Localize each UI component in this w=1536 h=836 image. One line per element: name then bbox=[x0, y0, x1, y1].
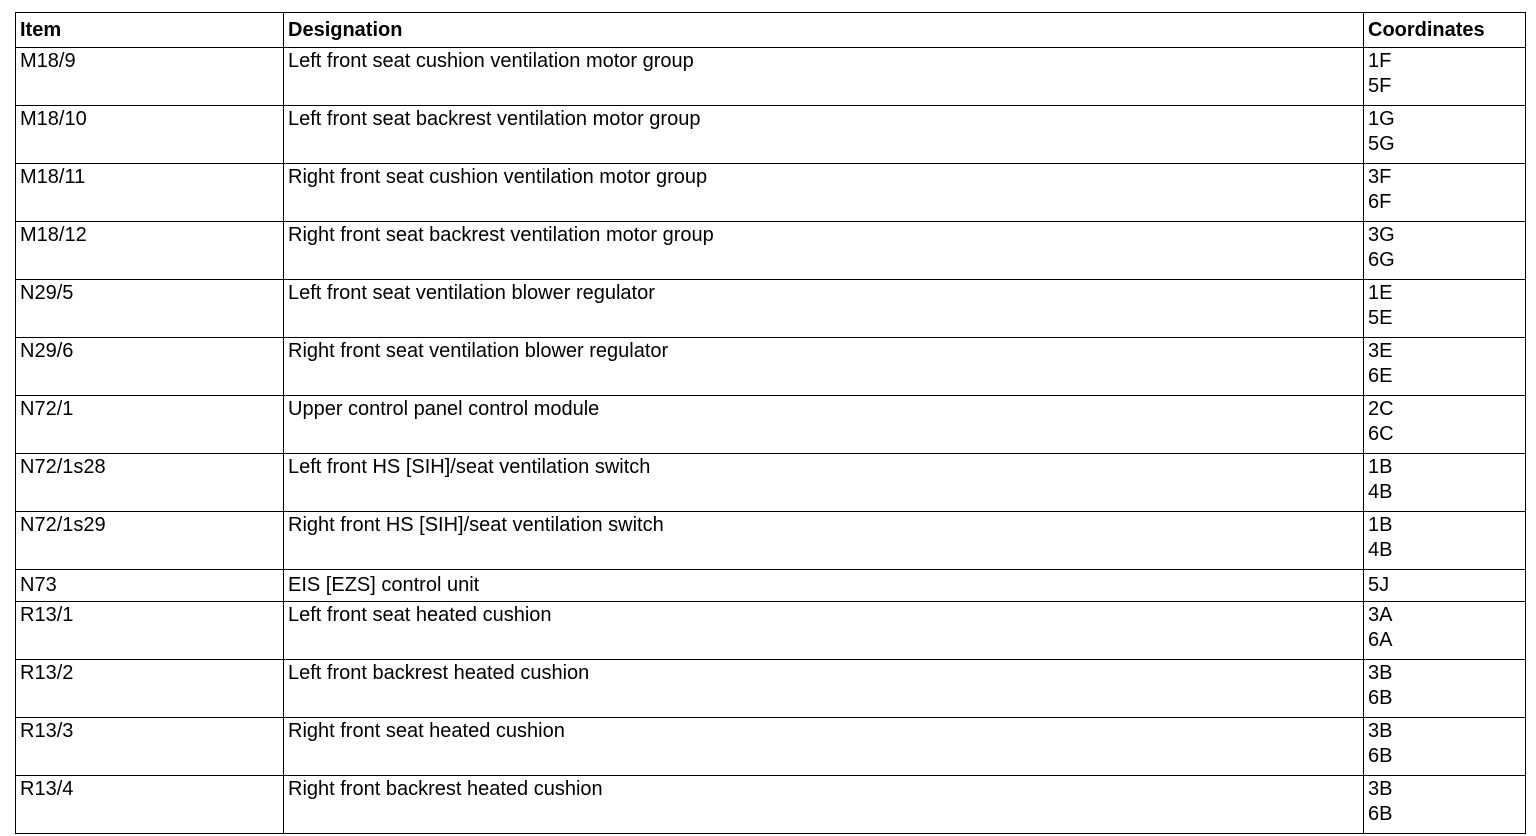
coordinate-value: 5E bbox=[1368, 307, 1393, 329]
item-cell: N73 bbox=[16, 570, 284, 602]
coordinate-value: 1B bbox=[1368, 456, 1393, 478]
item-cell: N29/6 bbox=[16, 338, 284, 396]
item-cell: M18/11 bbox=[16, 164, 284, 222]
coordinates-cell bbox=[1364, 338, 1526, 396]
coordinates-cell bbox=[1364, 602, 1526, 660]
table-row bbox=[16, 222, 1526, 280]
table-row bbox=[16, 48, 1526, 106]
coordinate-value: 2C bbox=[1368, 398, 1394, 420]
designation-cell: Left front seat cushion ventilation motor group bbox=[284, 48, 1364, 106]
coordinates-cell bbox=[1364, 280, 1526, 338]
coordinate-value: 1G bbox=[1368, 108, 1395, 130]
item-cell: R13/1 bbox=[16, 602, 284, 660]
item-cell: N72/1s28 bbox=[16, 454, 284, 512]
coordinate-value: 6C bbox=[1368, 423, 1394, 445]
designation-cell: Right front seat heated cushion bbox=[284, 718, 1364, 776]
header-item: Item bbox=[16, 13, 284, 48]
item-cell: N72/1s29 bbox=[16, 512, 284, 570]
coordinates-cell bbox=[1364, 454, 1526, 512]
item-cell: M18/12 bbox=[16, 222, 284, 280]
item-cell: N29/5 bbox=[16, 280, 284, 338]
coordinate-value: 5G bbox=[1368, 133, 1395, 155]
coordinates-cell bbox=[1364, 512, 1526, 570]
coordinate-value: 3B bbox=[1368, 778, 1393, 800]
coordinates-cell bbox=[1364, 660, 1526, 718]
table-row bbox=[16, 280, 1526, 338]
table-row bbox=[16, 776, 1526, 834]
table-row bbox=[16, 718, 1526, 776]
coordinate-value: 6B bbox=[1368, 803, 1393, 825]
table-row bbox=[16, 396, 1526, 454]
designation-cell: Left front seat heated cushion bbox=[284, 602, 1364, 660]
coordinate-value: 4B bbox=[1368, 481, 1393, 503]
designation-cell: Right front seat ventilation blower regulator bbox=[284, 338, 1364, 396]
item-cell: M18/9 bbox=[16, 48, 284, 106]
coordinates-cell bbox=[1364, 718, 1526, 776]
coordinate-value: 4B bbox=[1368, 539, 1393, 561]
coordinates-cell bbox=[1364, 106, 1526, 164]
item-cell: R13/2 bbox=[16, 660, 284, 718]
item-cell: R13/3 bbox=[16, 718, 284, 776]
coordinate-value: 3G bbox=[1368, 224, 1395, 246]
coordinates-cell bbox=[1364, 48, 1526, 106]
designation-cell: Right front backrest heated cushion bbox=[284, 776, 1364, 834]
coordinate-value: 5F bbox=[1368, 75, 1392, 97]
designation-cell: EIS [EZS] control unit bbox=[284, 570, 1364, 602]
item-cell: M18/10 bbox=[16, 106, 284, 164]
table-header bbox=[16, 13, 1526, 48]
table-body bbox=[16, 48, 1526, 834]
coordinate-value: 1F bbox=[1368, 50, 1392, 72]
table-row bbox=[16, 454, 1526, 512]
designation-cell: Right front HS [SIH]/seat ventilation switch bbox=[284, 512, 1364, 570]
designation-cell: Left front backrest heated cushion bbox=[284, 660, 1364, 718]
coordinate-value: 3A bbox=[1368, 604, 1393, 626]
coordinate-value: 3B bbox=[1368, 662, 1393, 684]
designation-cell: Left front HS [SIH]/seat ventilation switch bbox=[284, 454, 1364, 512]
table-row bbox=[16, 164, 1526, 222]
table-row bbox=[16, 660, 1526, 718]
table-row bbox=[16, 338, 1526, 396]
coordinate-value: 6B bbox=[1368, 745, 1393, 767]
coordinates-cell bbox=[1364, 164, 1526, 222]
header-designation: Designation bbox=[284, 13, 1364, 48]
coordinate-value: 1E bbox=[1368, 282, 1393, 304]
table-row bbox=[16, 106, 1526, 164]
designation-cell: Right front seat cushion ventilation motor group bbox=[284, 164, 1364, 222]
coordinate-value: 6A bbox=[1368, 629, 1393, 651]
designation-cell: Left front seat backrest ventilation motor group bbox=[284, 106, 1364, 164]
designation-cell: Left front seat ventilation blower regulator bbox=[284, 280, 1364, 338]
component-legend-table bbox=[15, 12, 1526, 834]
coordinate-value: 6E bbox=[1368, 365, 1393, 387]
coordinates-cell bbox=[1364, 222, 1526, 280]
table-row bbox=[16, 512, 1526, 570]
coordinate-value: 3E bbox=[1368, 340, 1393, 362]
coordinate-value: 3B bbox=[1368, 720, 1393, 742]
coordinate-value: 6B bbox=[1368, 687, 1393, 709]
designation-cell: Upper control panel control module bbox=[284, 396, 1364, 454]
designation-cell: Right front seat backrest ventilation motor group bbox=[284, 222, 1364, 280]
header-row bbox=[16, 13, 1526, 48]
coordinate-value: 6F bbox=[1368, 191, 1392, 213]
table-row bbox=[16, 570, 1526, 602]
coordinates-cell bbox=[1364, 776, 1526, 834]
coordinates-cell bbox=[1364, 570, 1526, 602]
item-cell: N72/1 bbox=[16, 396, 284, 454]
coordinate-value: 3F bbox=[1368, 166, 1392, 188]
coordinate-value: 6G bbox=[1368, 249, 1395, 271]
coordinates-cell bbox=[1364, 396, 1526, 454]
coordinate-value: 5J bbox=[1368, 574, 1390, 596]
header-coordinates: Coordinates bbox=[1364, 13, 1526, 48]
table-row bbox=[16, 602, 1526, 660]
item-cell: R13/4 bbox=[16, 776, 284, 834]
coordinate-value: 1B bbox=[1368, 514, 1393, 536]
